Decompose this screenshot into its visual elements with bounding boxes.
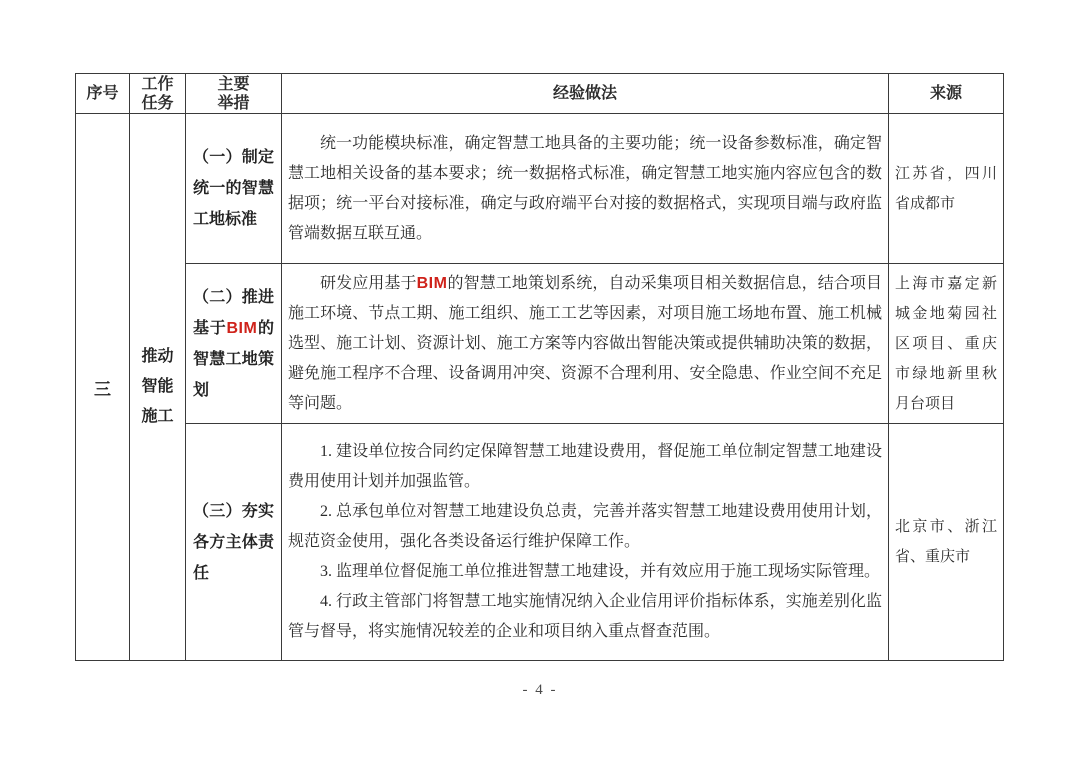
table-row: [76, 264, 1004, 424]
table-row: [76, 424, 1004, 661]
experience-cell: [282, 264, 889, 424]
bim-highlight: BIM: [416, 274, 448, 292]
measure-cell: （一）制定统一的智慧工地标准: [186, 114, 282, 264]
task-cell: 推动 智能 施工: [130, 114, 186, 661]
header-experience: 经验做法: [282, 74, 889, 114]
experience-paragraph: 2. 总承包单位对智慧工地建设负总责，完善并落实智慧工地建设费用使用计划，规范资金使用，强化各类设备运行维护保障工作。: [288, 503, 882, 550]
page-number: - 4 -: [522, 682, 558, 698]
experience-cell: [282, 114, 889, 264]
measure-cell: （二）推进基于BIM的智慧工地策划: [186, 264, 282, 424]
experience-paragraph: 1. 建设单位按合同约定保障智慧工地建设费用，督促施工单位制定智慧工地建设费用使用计划并加强监管。: [288, 443, 882, 490]
header-source: 来源: [889, 74, 1004, 114]
experience-paragraph: 3. 监理单位督促施工单位推进智慧工地建设，并有效应用于施工现场实际管理。: [320, 563, 881, 580]
measure-cell: （三）夯实各方主体责任: [186, 424, 282, 661]
table-header-row: [76, 74, 1004, 114]
source-cell: 江苏省，四川省成都市: [889, 114, 1004, 264]
experience-cell: [282, 424, 889, 661]
table-row: [76, 114, 1004, 264]
header-measure: 主要 举措: [186, 74, 282, 114]
experience-table: [75, 73, 1004, 661]
source-cell: 北京市、浙江省、重庆市: [889, 424, 1004, 661]
experience-paragraph: 统一功能模块标准，确定智慧工地具备的主要功能；统一设备参数标准，确定智慧工地相关设备的基本要求；统一数据格式标准，确定智慧工地实施内容应包含的数据项；统一平台对接标准，确定与政府端平台对接的数据格式，实现项目端与政府监管端数据互联互通。: [288, 134, 882, 242]
experience-paragraph: 4. 行政主管部门将智慧工地实施情况纳入企业信用评价指标体系，实施差别化监管与督导，将实施情况较差的企业和项目纳入重点督查范围。: [288, 593, 882, 640]
serial-cell: 三: [76, 114, 130, 661]
bim-highlight: BIM: [226, 319, 258, 337]
source-cell: 上海市嘉定新城金地菊园社区项目、重庆市绿地新里秋月台项目: [889, 264, 1004, 424]
header-task: 工作 任务: [130, 74, 186, 114]
header-serial: 序号: [76, 74, 130, 114]
experience-paragraph: 研发应用基于BIM的智慧工地策划系统，自动采集项目相关数据信息，结合项目施工环境、节点工期、施工组织、施工工艺等因素，对项目施工场地布置、施工机械选型、施工计划、资源计划、施工方案等内容做出智能决策或提供辅助决策的数据，避免施工程序不合理、设备调用冲突、资源不合理利用、安全隐患、作业空间不充足等问题。: [288, 274, 882, 412]
